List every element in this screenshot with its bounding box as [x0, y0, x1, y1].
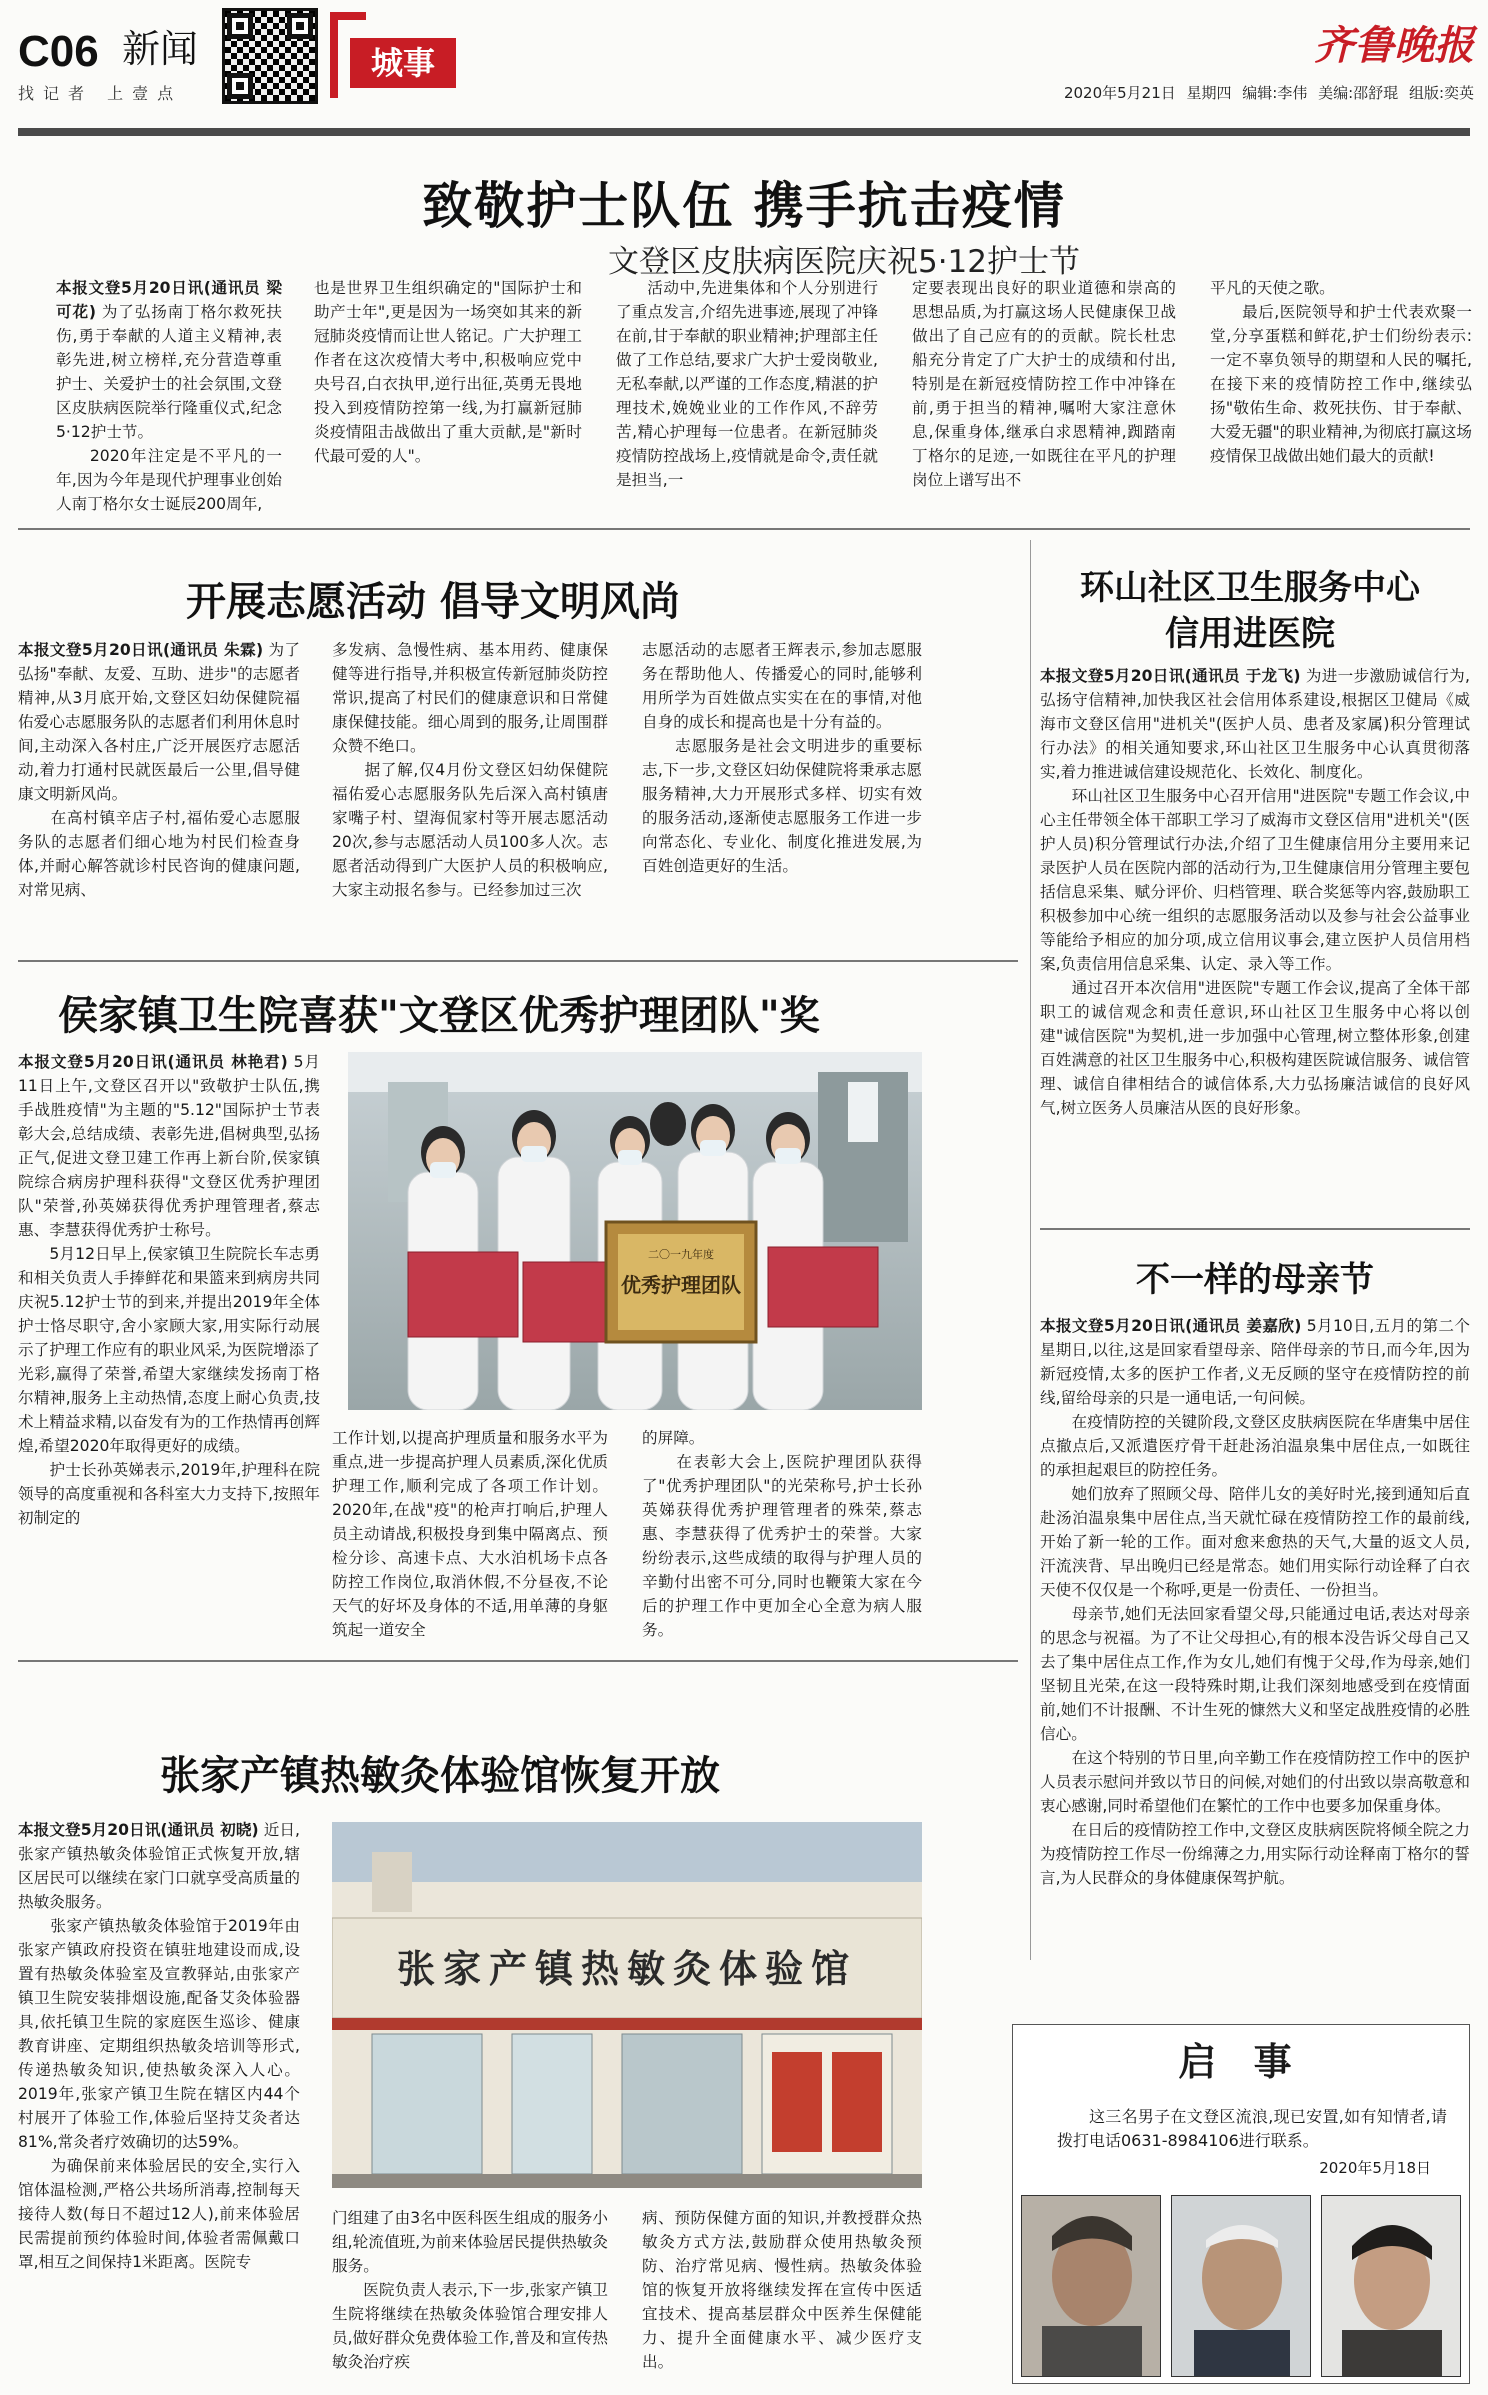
- article-column: 活动中,先进集体和个人分别进行了重点发言,介绍先进事迹,展现了冲锋在前,甘于奉献的职业精神;护理部主任做了工作总结,要求广大护士爱岗敬业,无私奉献,以严谨的工作态度,精湛的护理技术,娩娩业业的工作作风,不辞劳苦,精心护理每一位患者。在新冠肺炎疫情防控战场上,疫情就是命令,责任就是担当,一: [616, 279, 878, 489]
- notice-box: [1012, 2024, 1470, 2384]
- issue-info: 2020年5月21日 星期四 编辑:李伟 美编:邵舒琨 组版:奕英: [1063, 84, 1474, 102]
- section-name: 新闻: [122, 27, 199, 71]
- article-column: 本报文登5月20日讯(通讯员 朱霖) 为了弘扬"奉献、友爱、互助、进步"的志愿者精神,从3月底开始,文登区妇幼保健院福佑爱心志愿服务队的志愿者们利用休息时间,主动深入各村庄,广泛开展医疗志愿活动,着力打通村民就医最后一公里,倡导健康文明新风尚。 在高村镇辛店子村,福佑爱心志愿服务队的志愿者们细心地为村民们检查身体,并耐心解答就诊村民咨询的健康问题,对常见病、: [18, 641, 300, 899]
- plaque-text: 优秀护理团队: [621, 1273, 741, 1297]
- article-column: 志愿活动的志愿者王辉表示,参加志愿服务在帮助他人、传播爱心的同时,能够利用所学为百姓做点实实在在的事情,对他自身的成长和提高也是十分有益的。 志愿服务是社会文明进步的重要标志,下一步,文登区妇幼保健院将秉承志愿服务精神,大力开展形式多样、切实有效的服务活动,逐渐使志愿服务工作进一步向常态化、专业化、制度化推进发展,为百姓创造更好的生活。: [642, 641, 922, 875]
- article-title: 张家产镇热敏灸体验馆恢复开放: [160, 1752, 720, 1799]
- article-title-line2: 信用进医院: [1165, 614, 1335, 654]
- article-column: 多发病、急慢性病、基本用药、健康保健等进行指导,并积极宣传新冠肺炎防控常识,提高了村民们的健康意识和日常健康保健技能。细心周到的服务,让周围群众赞不绝口。 据了解,仅4月份文登区妇幼保健院福佑爱心志愿服务队先后深入高村镇唐家嘴子村、望海侃家村等开展志愿活动20次,参与志愿活动人员100多人次。志愿者活动得到广大医护人员的积极响应,大家主动报名参与。已经参加过三次: [332, 641, 608, 899]
- article-column: 的屏障。 在表彰大会上,医院护理团队获得了"优秀护理团队"的光荣称号,护士长孙英娣获得优秀护理管理者的殊荣,蔡志惠、李慧获得了优秀护士的荣誉。大家纷纷表示,这些成绩的取得与护理人员的辛勤付出密不可分,同时也鞭策大家在今后的护理工作中更加全心全意为病人服务。: [642, 1429, 922, 1639]
- article-title: 侯家镇卫生院喜获"文登区优秀护理团队"奖: [58, 992, 820, 1039]
- missing-person-photo: [1321, 2195, 1461, 2377]
- nurses-award-photo: [348, 1052, 922, 1410]
- section-divider: [18, 528, 1470, 530]
- article-column: 门组建了由3名中医科医生组成的服务小组,轮流值班,为前来体验居民提供热敏灸服务。 医院负责人表示,下一步,张家产镇卫生院将继续在热敏灸体验馆合理安排人员,做好群众免费体验工作,普及和宣传热敏灸治疗疾: [332, 2209, 608, 2371]
- notice-date: 2020年5月18日: [1319, 2159, 1431, 2177]
- top-divider: [18, 128, 1470, 136]
- article-title: 开展志愿活动 倡导文明风尚: [186, 578, 680, 625]
- article-title: 环山社区卫生服务中心: [1080, 568, 1420, 608]
- article-column: 本报文登5月20日讯(通讯员 于龙飞) 为进一步激励诚信行为,弘扬守信精神,加快我区社会信用体系建设,根据区卫健局《威海市文登区信用"进机关"(医护人员、患者及家属)积分管理试行办法》的相关通知要求,环山社区卫生服务中心认真贯彻落实,着力推进诚信建设规范化、长效化、制度化。 环山社区卫生服务中心召开信用"进医院"专题工作会议,中心主任带领全体干部职工学习了威海市文登区信用"进机关"(医护人员)积分管理试行办法,介绍了卫生健康信用分主要用来记录医护人员在医院内部的活动行为,卫生健康信用分管理主要包括信息采集、赋分评价、归档管理、联合奖惩等内容,鼓励职工积极参加中心统一组织的志愿服务活动以及参与社会公益事业等能给予相应的加分项,成立信用议事会,建立医护人员信用档案,负责信用信息采集、认定、录入等工作。 通过召开本次信用"进医院"专题工作会议,提高了全体干部职工的诚信观念和责任意识,环山社区卫生服务中心将以创建"诚信医院"为契机,进一步加强中心管理,树立整体形象,创建百姓满意的社区卫生服务中心,积极构建医院诚信服务、诚信管理、诚信自律相结合的诚信体系,大力弘扬廉洁诚信的良好风气,树立医务人员廉洁从医的良好形象。: [1040, 667, 1470, 1117]
- article-column: 病、预防保健方面的知识,并教授群众热敏灸方式方法,鼓励群众使用热敏灸预防、治疗常见病、慢性病。热敏灸体验馆的恢复开放将继续发挥在宣传中医适宜技术、提高基层群众中医养生保健能力、提升全面健康水平、减少医疗支出。: [642, 2209, 922, 2371]
- article-title: 不一样的母亲节: [1136, 1260, 1374, 1300]
- page-number: C06: [18, 27, 99, 76]
- article-column: 本报文登5月20日讯(通讯员 初晓) 近日,张家产镇热敏灸体验馆正式恢复开放,辖区居民可以继续在家门口就享受高质量的热敏灸服务。 张家产镇热敏灸体验馆于2019年由张家产镇政府投资在镇驻地建设而成,设置有热敏灸体验室及宣教驿站,由张家产镇卫生院安装排烟设施,配备艾灸体验器具,依托镇卫生院的家庭医生巡诊、健康教育讲座、定期组织热敏灸培训等形式,传递热敏灸知识,使热敏灸深入人心。2019年,张家产镇卫生院在辖区内44个村展开了体验工作,体验后坚持艾灸者达81%,常灸者疗效确切的达59%。 为确保前来体验居民的安全,实行入馆体温检测,严格公共场所消毒,控制每天接待人数(每日不超过12人),前来体验居民需提前预约体验时间,体验者需佩戴口罩,相互之间保持1米距离。医院专: [18, 1821, 300, 2271]
- moxibustion-hall-photo: [332, 1822, 922, 2188]
- newspaper-logo: 齐鲁晚报: [1314, 22, 1474, 69]
- section-divider: [18, 960, 1018, 962]
- column-divider: [1030, 540, 1031, 1960]
- article-title: 致敬护士队伍 携手抗击疫情: [422, 176, 1066, 235]
- article-column: 平凡的天使之歌。 最后,医院领导和护士代表欢聚一堂,分享蛋糕和鲜花,护士们纷纷表示:一定不辜负领导的期望和人民的嘱托,在接下来的疫情防控工作中,继续弘扬"敬佑生命、救死扶伤、甘于奉献、大爱无疆"的职业精神,为彻底打赢这场疫情保卫战做出她们最大的贡献!: [1210, 279, 1472, 465]
- qr-code[interactable]: [222, 8, 318, 104]
- article-column: 工作计划,以提高护理质量和服务水平为重点,进一步提高护理人员素质,深化优质护理工作,顺利完成了各项工作计划。2020年,在战"疫"的枪声打响后,护理人员主动请战,积极投身到集中隔离点、预检分诊、高速卡点、大水泊机场卡点各防控工作岗位,取消休假,不分昼夜,不论天气的好坏及身体的不适,用单薄的身躯筑起一道安全: [332, 1429, 608, 1639]
- article-subtitle: 文登区皮肤病医院庆祝5·12护士节: [607, 244, 1081, 280]
- article-column: 定要表现出良好的职业道德和崇高的思想品质,为打赢这场人民健康保卫战做出了自己应有的的贡献。院长杜忠船充分肯定了广大护士的成绩和付出,特别是在新冠疫情防控工作中冲锋在前,勇于担当的精神,嘱咐大家注意休息,保重身体,继承白求恩精神,踟踏南丁格尔的足迹,一如既往在平凡的护理岗位上谱写出不: [912, 279, 1176, 489]
- hall-sign: 张家产镇热敏灸体验馆: [396, 1946, 858, 1991]
- tagline: 找记者 上壹点: [18, 84, 183, 103]
- section-divider: [18, 1660, 1018, 1662]
- notice-title: 启 事: [1178, 2039, 1304, 2084]
- article-column: 也是世界卫生组织确定的"国际护士和助产士年",更是因为一场突如其来的新冠肺炎疫情而让世人铭记。广大护理工作者在这次疫情大考中,积极响应党中央号召,白衣执甲,逆行出征,英勇无畏地投入到疫情防控第一线,为打赢新冠肺炎疫情阻击战做出了重大贡献,是"新时代最可爱的人"。: [314, 279, 582, 465]
- missing-person-photo: [1021, 2195, 1161, 2377]
- article-column: 本报文登5月20日讯(通讯员 梁可花) 为了弘扬南丁格尔救死扶伤,勇于奉献的人道主义精神,表彰先进,树立榜样,充分营造尊重护士、关爱护士的社会氛围,文登区皮肤病医院举行隆重仪式,纪念5·12护士节。 2020年注定是不平凡的一年,因为今年是现代护理事业创始人南丁格尔女士诞辰200周年,: [56, 279, 282, 513]
- plaque-top-text: 二〇一九年度: [648, 1248, 714, 1261]
- article-column: 本报文登5月20日讯(通讯员 林艳君) 5月11日上午,文登区召开以"致敬护士队伍,携手战胜疫情"为主题的"5.12"国际护士节表彰大会,总结成绩、表彰先进,倡树典型,弘扬正气,促进文登卫建工作再上新台阶,侯家镇院综合病房护理科获得"文登区优秀护理团队"荣誉,孙英娣获得优秀护理管理者,蔡志惠、李慧获得优秀护士称号。 5月12日早上,侯家镇卫生院院长车志勇和相关负责人手捧鲜花和果篮来到病房共同庆祝5.12护士节的到来,并提出2019年全体护士恪尽职守,舍小家顾大家,用实际行动展示了护理工作应有的职业风采,为医院增添了光彩,赢得了荣誉,希望大家继续发扬南丁格尔精神,服务上主动热情,态度上耐心负责,技术上精益求精,以奋发有为的工作热情再创辉煌,希望2020年取得更好的成绩。 护士长孙英娣表示,2019年,护理科在院领导的高度重视和各科室大力支持下,按照年初制定的: [18, 1053, 320, 1527]
- missing-person-photo: [1171, 2195, 1311, 2377]
- article-column: 本报文登5月20日讯(通讯员 姜嘉欣) 5月10日,五月的第二个星期日,以往,这是回家看望母亲、陪伴母亲的节日,而今年,因为新冠疫情,太多的医护工作者,义无反顾的坚守在疫情防控的前线,留给母亲的只是一通电话,一句问候。 在疫情防控的关键阶段,文登区皮肤病医院在华唐集中居住点撤点后,又派遣医疗骨干赶赴汤泊温泉集中居住点,一如既往的承担起艰巨的防控任务。 她们放弃了照顾父母、陪伴儿女的美好时光,接到通知后直赴汤泊温泉集中居住点,当天就忙碌在疫情防控工作的最前线,开始了新一轮的工作。面对愈来愈热的天气,大量的返文人员,汗流浃背、早出晚归已经是常态。她们用实际行动诠释了白衣天使不仅仅是一个称呼,更是一份责任、一份担当。 母亲节,她们无法回家看望父母,只能通过电话,表达对母亲的思念与祝福。为了不让父母担心,有的根本没告诉父母自己又去了集中居住点工作,作为女儿,她们有愧于父母,作为母亲,她们坚韧且光荣,在这一段特殊时期,让我们深刻地感受到在疫情面前,她们不计报酬、不计生死的慷然大义和坚定战胜疫情的必胜信心。 在这个特别的节日里,向辛勤工作在疫情防控工作中的医护人员表示慰问并致以节日的问候,对她们的付出致以崇高敬意和衷心感谢,同时希望他们在繁忙的工作中也要多加保重身体。 在日后的疫情防控工作中,文登区皮肤病医院将倾全院之力为疫情防控工作尽一份绵薄之力,用实际行动诠释南丁格尔的誓言,为人民群众的身体健康保驾护航。: [1040, 1317, 1470, 1887]
- column-tag: 城事: [350, 38, 456, 88]
- notice-body: 这三名男子在文登区流浪,现已安置,如有知情者,请拨打电话0631-8984106进行联系。: [1057, 2107, 1447, 2150]
- article-lead: 本报文登5月20日讯(通讯员 梁可花): [56, 279, 282, 321]
- section-divider: [1040, 1228, 1470, 1230]
